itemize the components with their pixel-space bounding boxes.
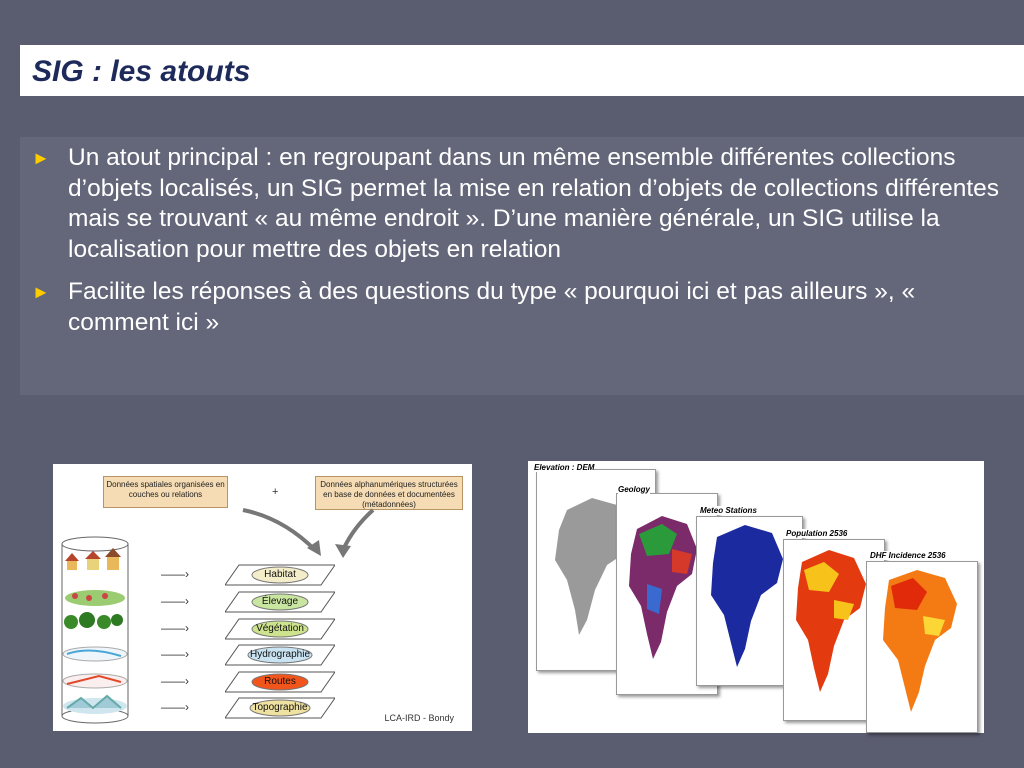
- map-title: Population 2536: [786, 529, 848, 538]
- figure-credit: LCA-IRD - Bondy: [384, 713, 454, 723]
- layer-label: Élevage: [261, 596, 299, 607]
- bullet-item: [30, 277, 1015, 338]
- arrow-icon: ——›: [161, 621, 189, 635]
- map-title: Geology: [618, 485, 651, 494]
- arrow-icon: ——›: [161, 567, 189, 581]
- arrow-icon: ——›: [161, 674, 189, 688]
- gis-layers-figure: [53, 464, 472, 731]
- map-dhf-incidence: [866, 561, 978, 733]
- bullet-marker-icon: ►: [32, 148, 50, 168]
- spatial-data-box: Données spatiales organisées en couches ou relations: [103, 476, 228, 508]
- layer-habitat: [225, 564, 335, 586]
- map-title: Elevation : DEM: [534, 463, 595, 472]
- layer-label: Hydrographie: [249, 649, 311, 660]
- bullet-item: [30, 143, 1015, 265]
- arrow-icon: ——›: [161, 700, 189, 714]
- alphanumeric-data-box: Données alphanumériques structurées en base de données et documentées (métadonnées): [315, 476, 463, 510]
- layer-stack-cylinder-icon: [59, 536, 131, 726]
- title-bar: [20, 45, 1024, 96]
- bullet-text: Un atout principal : en regroupant dans un même ensemble différentes collections d’objets localisés, un SIG permet la mise en relation d’objets de collections différentes mais se trouvant « au même endroit ». D’une manière générale, un SIG utilise la localisation pour mettre des objets en relation: [68, 144, 1000, 263]
- arrow-icon: ——›: [161, 647, 189, 661]
- layer-hydrographie: [225, 644, 335, 666]
- map-title: DHF Incidence 2536: [870, 551, 946, 560]
- arrow-icon: ——›: [161, 594, 189, 608]
- layer-topographie: [225, 697, 335, 719]
- slide-title: SIG : les atouts: [32, 55, 251, 88]
- bullet-marker-icon: ►: [32, 282, 50, 302]
- map-title: Meteo Stations: [700, 506, 757, 515]
- plus-sign: +: [272, 486, 279, 498]
- content-box: [20, 137, 1024, 395]
- map-shape-icon: [867, 562, 977, 732]
- layer-routes: [225, 671, 335, 693]
- thematic-maps-figure: [528, 461, 984, 733]
- bullet-list: [30, 143, 1015, 350]
- layer-elevage: [225, 591, 335, 613]
- layer-label: Routes: [264, 676, 296, 687]
- layer-vegetation: [225, 618, 335, 640]
- layer-label: Topographie: [252, 702, 308, 713]
- layer-label: Habitat: [264, 569, 296, 580]
- layer-label: Végétation: [256, 623, 304, 634]
- merge-arrows-icon: [203, 508, 403, 558]
- bullet-text: Facilite les réponses à des questions du type « pourquoi ici et pas ailleurs », « comment ici »: [68, 278, 916, 336]
